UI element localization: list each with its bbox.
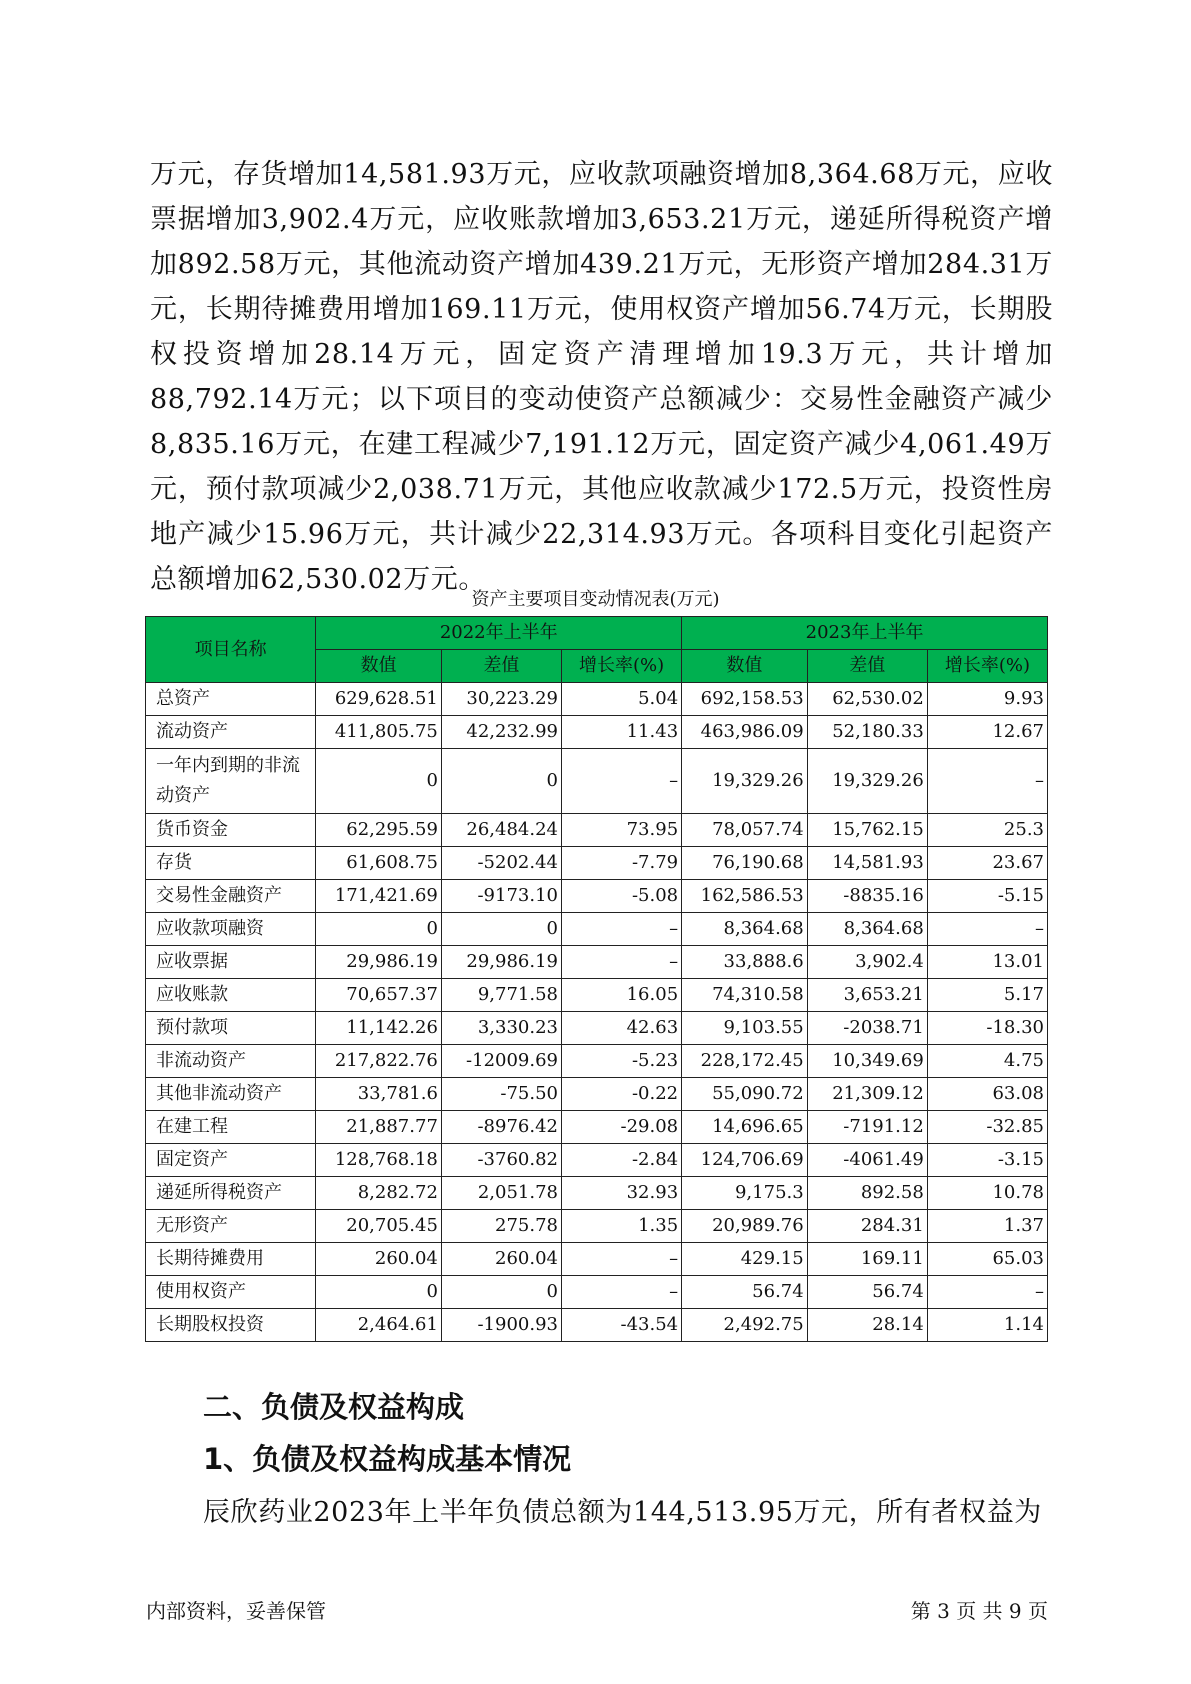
cell-diff-2022: 0 [441,749,561,814]
header-period-2022: 2022年上半年 [316,617,682,650]
cell-diff-2023: 19,329.26 [807,749,927,814]
cell-diff-2022: 260.04 [441,1243,561,1276]
cell-diff-2022: 3,330.23 [441,1012,561,1045]
cell-diff-2023: 3,902.4 [807,946,927,979]
table-row [146,814,1048,847]
cell-diff-2023: 169.11 [807,1243,927,1276]
cell-diff-2023: -2038.71 [807,1012,927,1045]
cell-diff-2022: 30,223.29 [441,683,561,716]
table-row [146,913,1048,946]
cell-value-2022: 20,705.45 [316,1210,442,1243]
cell-value-2022: 0 [316,913,442,946]
cell-growth-2023: 12.67 [927,716,1047,749]
header-growth-2023: 增长率(%) [927,650,1047,683]
cell-diff-2023: 8,364.68 [807,913,927,946]
cell-value-2023: 228,172.45 [682,1045,808,1078]
cell-diff-2023: 3,653.21 [807,979,927,1012]
body-text: 辰欣药业2023年上半年负债总额为144,513.95万元，所有者权益为 [203,1497,1042,1528]
cell-growth-2022: – [562,946,682,979]
table-row [146,1177,1048,1210]
cell-growth-2023: – [927,1276,1047,1309]
cell-growth-2023: 1.14 [927,1309,1047,1342]
cell-growth-2022: – [562,1243,682,1276]
table-caption: 资产主要项目变动情况表(万元) [471,589,720,610]
cell-value-2022: 8,282.72 [316,1177,442,1210]
cell-value-2023: 56.74 [682,1276,808,1309]
row-item-name: 一年内到期的非流动资产 [146,749,316,814]
cell-value-2023: 692,158.53 [682,683,808,716]
cell-value-2022: 171,421.69 [316,880,442,913]
cell-value-2022: 21,887.77 [316,1111,442,1144]
row-item-name: 使用权资产 [146,1276,316,1309]
cell-value-2022: 29,986.19 [316,946,442,979]
cell-diff-2022: -1900.93 [441,1309,561,1342]
cell-growth-2022: – [562,1276,682,1309]
table-row [146,946,1048,979]
table-row [146,1276,1048,1309]
cell-growth-2023: -18.30 [927,1012,1047,1045]
cell-diff-2022: -8976.42 [441,1111,561,1144]
cell-diff-2022: 42,232.99 [441,716,561,749]
cell-value-2022: 61,608.75 [316,847,442,880]
header-growth-2022: 增长率(%) [562,650,682,683]
cell-value-2022: 128,768.18 [316,1144,442,1177]
cell-diff-2022: -12009.69 [441,1045,561,1078]
table-row [146,1012,1048,1045]
cell-value-2023: 78,057.74 [682,814,808,847]
cell-value-2022: 0 [316,1276,442,1309]
cell-growth-2023: 4.75 [927,1045,1047,1078]
table-row [146,880,1048,913]
cell-value-2023: 55,090.72 [682,1078,808,1111]
cell-diff-2023: 28.14 [807,1309,927,1342]
cell-growth-2023: 25.3 [927,814,1047,847]
row-item-name: 应收票据 [146,946,316,979]
cell-value-2023: 33,888.6 [682,946,808,979]
cell-value-2022: 2,464.61 [316,1309,442,1342]
header-period-2023: 2023年上半年 [682,617,1048,650]
cell-diff-2022: 2,051.78 [441,1177,561,1210]
row-item-name: 固定资产 [146,1144,316,1177]
row-item-name: 应收款项融资 [146,913,316,946]
row-item-name: 交易性金融资产 [146,880,316,913]
cell-value-2023: 19,329.26 [682,749,808,814]
cell-value-2022: 33,781.6 [316,1078,442,1111]
asset-change-table [145,616,1048,1342]
cell-growth-2022: -5.23 [562,1045,682,1078]
cell-diff-2023: 62,530.02 [807,683,927,716]
cell-diff-2022: -3760.82 [441,1144,561,1177]
cell-value-2022: 0 [316,749,442,814]
table-body [146,683,1048,1342]
cell-growth-2023: 65.03 [927,1243,1047,1276]
cell-growth-2023: -32.85 [927,1111,1047,1144]
cell-diff-2022: 275.78 [441,1210,561,1243]
cell-diff-2023: 284.31 [807,1210,927,1243]
cell-diff-2023: 21,309.12 [807,1078,927,1111]
table-row [146,1111,1048,1144]
cell-value-2023: 14,696.65 [682,1111,808,1144]
cell-growth-2022: – [562,913,682,946]
row-item-name: 总资产 [146,683,316,716]
cell-diff-2022: 0 [441,913,561,946]
cell-value-2022: 11,142.26 [316,1012,442,1045]
cell-growth-2023: 5.17 [927,979,1047,1012]
row-item-name: 流动资产 [146,716,316,749]
table-row [146,716,1048,749]
cell-value-2022: 70,657.37 [316,979,442,1012]
cell-diff-2023: -7191.12 [807,1111,927,1144]
row-item-name: 非流动资产 [146,1045,316,1078]
cell-value-2023: 162,586.53 [682,880,808,913]
cell-value-2022: 62,295.59 [316,814,442,847]
cell-diff-2023: -8835.16 [807,880,927,913]
cell-growth-2023: 23.67 [927,847,1047,880]
cell-diff-2023: 14,581.93 [807,847,927,880]
cell-growth-2022: -7.79 [562,847,682,880]
table-row [146,1078,1048,1111]
cell-diff-2023: 892.58 [807,1177,927,1210]
row-item-name: 在建工程 [146,1111,316,1144]
cell-growth-2022: 5.04 [562,683,682,716]
cell-growth-2022: 11.43 [562,716,682,749]
table-row [146,847,1048,880]
cell-value-2022: 411,805.75 [316,716,442,749]
table-header [146,617,1048,683]
table-row [146,749,1048,814]
cell-diff-2023: 10,349.69 [807,1045,927,1078]
cell-growth-2023: 13.01 [927,946,1047,979]
cell-diff-2022: -9173.10 [441,880,561,913]
cell-growth-2023: 63.08 [927,1078,1047,1111]
intro-paragraph: 万元，存货增加14,581.93万元，应收款项融资增加8,364.68万元，应收票据增加3,902.4万元，应收账款增加3,653.21万元，递延所得税资产增加892.58万元，其他流动资产增加439.21万元，无形资产增加284.31万元，长期待摊费用增加169.11万元，使用权资产增加56.74万元，长期股权投资增加28.14万元，固定资产清理增加19.3万元，共计增加88,792.14万元；以下项目的变动使资产总额减少：交易性金融资产减少8,835.16万元，在建工程减少7,191.12万元，固定资产减少4,061.49万元，预付款项减少2,038.71万元，其他应收款减少172.5万元，投资性房地产减少15.96万元，共计减少22,314.93万元。各项科目变化引起资产总额增加62,530.02万元。 [150,159,1053,595]
cell-growth-2022: -2.84 [562,1144,682,1177]
cell-growth-2022: 42.63 [562,1012,682,1045]
header-value-2022: 数值 [316,650,442,683]
cell-diff-2022: -5202.44 [441,847,561,880]
cell-diff-2023: 52,180.33 [807,716,927,749]
table-row [146,1210,1048,1243]
cell-growth-2023: – [927,913,1047,946]
header-value-2023: 数值 [682,650,808,683]
table-row [146,1144,1048,1177]
cell-diff-2022: 29,986.19 [441,946,561,979]
table-row [146,683,1048,716]
cell-value-2023: 20,989.76 [682,1210,808,1243]
cell-value-2023: 8,364.68 [682,913,808,946]
cell-growth-2022: -0.22 [562,1078,682,1111]
row-item-name: 长期待摊费用 [146,1243,316,1276]
cell-diff-2022: -75.50 [441,1078,561,1111]
cell-diff-2022: 9,771.58 [441,979,561,1012]
cell-value-2022: 629,628.51 [316,683,442,716]
table-row [146,1309,1048,1342]
cell-growth-2023: -3.15 [927,1144,1047,1177]
cell-value-2022: 260.04 [316,1243,442,1276]
cell-value-2023: 463,986.09 [682,716,808,749]
cell-growth-2022: 1.35 [562,1210,682,1243]
cell-growth-2022: -5.08 [562,880,682,913]
cell-growth-2023: -5.15 [927,880,1047,913]
cell-diff-2023: 56.74 [807,1276,927,1309]
row-item-name: 长期股权投资 [146,1309,316,1342]
table-row [146,1045,1048,1078]
cell-diff-2022: 0 [441,1276,561,1309]
cell-growth-2022: 73.95 [562,814,682,847]
footer-page-number: 第 3 页 共 9 页 [910,1599,1048,1623]
cell-growth-2023: – [927,749,1047,814]
row-item-name: 存货 [146,847,316,880]
row-item-name: 应收账款 [146,979,316,1012]
cell-value-2023: 2,492.75 [682,1309,808,1342]
cell-growth-2022: 16.05 [562,979,682,1012]
cell-diff-2023: 15,762.15 [807,814,927,847]
cell-growth-2022: – [562,749,682,814]
cell-value-2023: 9,103.55 [682,1012,808,1045]
cell-value-2023: 429.15 [682,1243,808,1276]
header-item-name: 项目名称 [146,617,316,683]
cell-growth-2023: 9.93 [927,683,1047,716]
row-item-name: 货币资金 [146,814,316,847]
cell-growth-2023: 10.78 [927,1177,1047,1210]
table-row [146,1243,1048,1276]
cell-value-2023: 9,175.3 [682,1177,808,1210]
subsection-heading: 1、负债及权益构成基本情况 [203,1442,572,1476]
cell-value-2022: 217,822.76 [316,1045,442,1078]
cell-growth-2022: -29.08 [562,1111,682,1144]
cell-growth-2023: 1.37 [927,1210,1047,1243]
cell-value-2023: 74,310.58 [682,979,808,1012]
header-diff-2022: 差值 [441,650,561,683]
row-item-name: 递延所得税资产 [146,1177,316,1210]
header-diff-2023: 差值 [807,650,927,683]
cell-value-2023: 76,190.68 [682,847,808,880]
cell-growth-2022: 32.93 [562,1177,682,1210]
cell-diff-2022: 26,484.24 [441,814,561,847]
cell-diff-2023: -4061.49 [807,1144,927,1177]
table-row [146,979,1048,1012]
row-item-name: 其他非流动资产 [146,1078,316,1111]
footer-confidential: 内部资料，妥善保管 [146,1599,326,1623]
row-item-name: 无形资产 [146,1210,316,1243]
cell-value-2023: 124,706.69 [682,1144,808,1177]
row-item-name: 预付款项 [146,1012,316,1045]
cell-growth-2022: -43.54 [562,1309,682,1342]
section-heading: 二、负债及权益构成 [203,1390,465,1424]
